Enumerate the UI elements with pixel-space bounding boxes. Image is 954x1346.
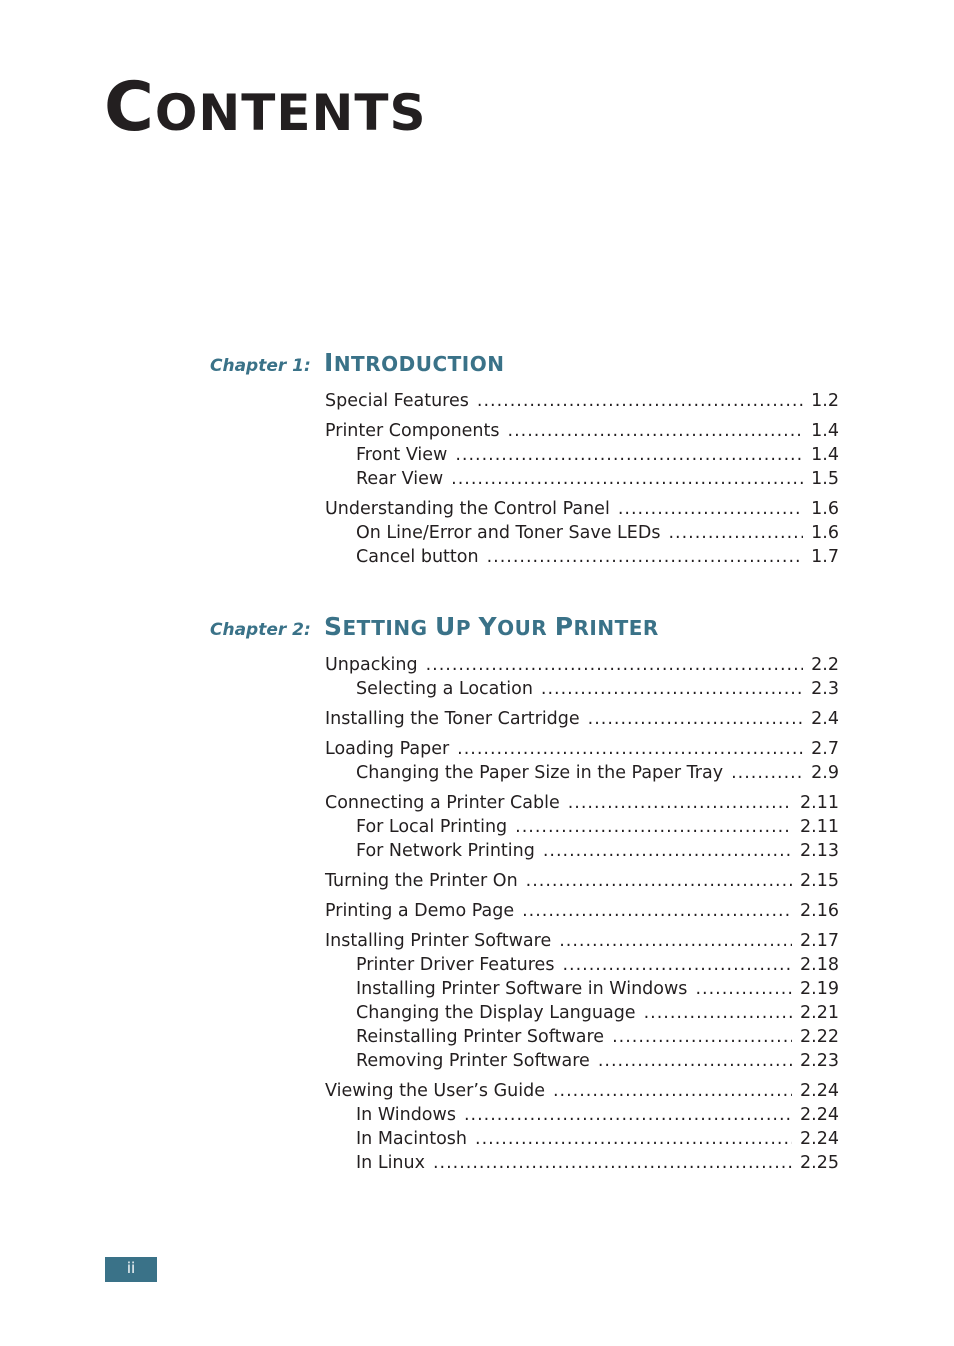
toc-entry-page: 2.3 xyxy=(811,679,839,699)
toc-entry[interactable] xyxy=(325,521,839,545)
toc-entry-title: Cancel button xyxy=(356,547,479,567)
toc-entry-page: 2.11 xyxy=(800,817,839,837)
dot-leader xyxy=(644,1001,792,1025)
toc-entry-title: Printer Components xyxy=(325,421,500,441)
dot-leader xyxy=(477,389,803,413)
toc-entry[interactable] xyxy=(325,1151,839,1175)
toc-entry-page: 2.11 xyxy=(800,793,839,813)
toc-entry-page: 2.19 xyxy=(800,979,839,999)
toc-entry[interactable] xyxy=(325,1127,839,1151)
toc-entry-title: For Local Printing xyxy=(356,817,508,837)
toc-entry-page: 2.25 xyxy=(800,1153,839,1173)
page-title: CONTENTS xyxy=(104,68,427,147)
dot-leader xyxy=(559,929,792,953)
dot-leader xyxy=(562,953,792,977)
dot-leader xyxy=(568,791,792,815)
toc-entry-page: 2.15 xyxy=(800,871,839,891)
dot-leader xyxy=(426,653,804,677)
dot-leader xyxy=(464,1103,792,1127)
toc-entry-page: 2.24 xyxy=(800,1129,839,1149)
toc-entry-page: 1.4 xyxy=(811,445,839,465)
dot-leader xyxy=(553,1079,792,1103)
toc-entry-title: Front View xyxy=(356,445,448,465)
toc-entry-title: Turning the Printer On xyxy=(325,871,518,891)
toc-entry[interactable] xyxy=(325,443,839,467)
toc-entry-page: 2.17 xyxy=(800,931,839,951)
page-number-tab: ii xyxy=(105,1257,157,1282)
chapter-label: Chapter 1: xyxy=(210,356,311,376)
toc-entry-title: Reinstalling Printer Software xyxy=(356,1027,605,1047)
toc-entry-page: 2.24 xyxy=(800,1081,839,1101)
toc-entry-title: In Macintosh xyxy=(356,1129,467,1149)
toc-entry[interactable] xyxy=(325,869,839,893)
toc-entry-page: 2.4 xyxy=(811,709,839,729)
toc-entry-page: 2.16 xyxy=(800,901,839,921)
toc-entry[interactable] xyxy=(325,1025,839,1049)
toc-entry-title: Installing Printer Software in Windows xyxy=(356,979,688,999)
dot-leader xyxy=(695,977,792,1001)
toc-entry[interactable] xyxy=(325,653,839,677)
chapter-title: INTRODUCTION xyxy=(324,348,505,377)
toc-entry[interactable] xyxy=(325,977,839,1001)
toc-entry-title: Understanding the Control Panel xyxy=(325,499,610,519)
toc-entry[interactable] xyxy=(325,839,839,863)
toc-entry-page: 2.13 xyxy=(800,841,839,861)
toc-entry[interactable] xyxy=(325,419,839,443)
dot-leader xyxy=(522,899,792,923)
toc-entry[interactable] xyxy=(325,953,839,977)
toc-entry[interactable] xyxy=(325,389,839,413)
toc-entry[interactable] xyxy=(325,1001,839,1025)
toc-entry[interactable] xyxy=(325,545,839,569)
toc-chapter-1 xyxy=(325,389,839,569)
toc-entry-page: 2.22 xyxy=(800,1027,839,1047)
toc-entry-title: Changing the Paper Size in the Paper Tray xyxy=(356,763,724,783)
toc-entry-page: 2.9 xyxy=(811,763,839,783)
dot-leader xyxy=(526,869,792,893)
toc-entry-title: Connecting a Printer Cable xyxy=(325,793,560,813)
toc-entry-page: 2.23 xyxy=(800,1051,839,1071)
toc-entry-title: Viewing the User’s Guide xyxy=(325,1081,545,1101)
dot-leader xyxy=(508,419,804,443)
dot-leader xyxy=(612,1025,792,1049)
toc-entry[interactable] xyxy=(325,791,839,815)
chapter-title: SETTING UP YOUR PRINTER xyxy=(324,612,659,641)
dot-leader xyxy=(455,443,803,467)
dot-leader xyxy=(475,1127,792,1151)
dot-leader xyxy=(433,1151,792,1175)
toc-entry-page: 2.7 xyxy=(811,739,839,759)
toc-entry-page: 1.6 xyxy=(811,499,839,519)
chapter-label: Chapter 2: xyxy=(210,620,311,640)
dot-leader xyxy=(543,839,792,863)
toc-entry-page: 1.5 xyxy=(811,469,839,489)
toc-entry-page: 2.24 xyxy=(800,1105,839,1125)
toc-entry-title: Installing the Toner Cartridge xyxy=(325,709,580,729)
toc-entry-title: In Windows xyxy=(356,1105,456,1125)
toc-entry-title: Selecting a Location xyxy=(356,679,533,699)
toc-entry[interactable] xyxy=(325,1049,839,1073)
toc-entry-title: Special Features xyxy=(325,391,469,411)
toc-entry-title: Loading Paper xyxy=(325,739,450,759)
toc-entry[interactable] xyxy=(325,467,839,491)
toc-entry[interactable] xyxy=(325,497,839,521)
dot-leader xyxy=(515,815,792,839)
toc-entry-page: 2.21 xyxy=(800,1003,839,1023)
toc-entry-page: 1.7 xyxy=(811,547,839,567)
dot-leader xyxy=(541,677,803,701)
dot-leader xyxy=(451,467,803,491)
toc-entry-title: Changing the Display Language xyxy=(356,1003,636,1023)
toc-entry[interactable] xyxy=(325,677,839,701)
toc-entry-page: 2.18 xyxy=(800,955,839,975)
chapter-heading-1 xyxy=(210,348,504,377)
toc-entry-page: 1.4 xyxy=(811,421,839,441)
toc-entry[interactable] xyxy=(325,761,839,785)
toc-entry-page: 2.2 xyxy=(811,655,839,675)
toc-entry-title: On Line/Error and Toner Save LEDs xyxy=(356,523,661,543)
toc-entry[interactable] xyxy=(325,899,839,923)
toc-chapter-2 xyxy=(325,653,839,1175)
dot-leader xyxy=(487,545,804,569)
dot-leader xyxy=(598,1049,792,1073)
dot-leader xyxy=(588,707,803,731)
toc-entry-title: For Network Printing xyxy=(356,841,535,861)
toc-entry[interactable] xyxy=(325,1103,839,1127)
dot-leader xyxy=(668,521,803,545)
dot-leader xyxy=(618,497,803,521)
chapter-heading-2 xyxy=(210,612,659,641)
dot-leader xyxy=(731,761,803,785)
toc-entry-page: 1.6 xyxy=(811,523,839,543)
toc-entry-page: 1.2 xyxy=(811,391,839,411)
toc-entry[interactable] xyxy=(325,1079,839,1103)
toc-entry-title: Removing Printer Software xyxy=(356,1051,590,1071)
toc-entry-title: Printing a Demo Page xyxy=(325,901,515,921)
toc-entry[interactable] xyxy=(325,929,839,953)
dot-leader xyxy=(457,737,803,761)
toc-entry-title: Rear View xyxy=(356,469,444,489)
toc-entry[interactable] xyxy=(325,815,839,839)
toc-entry[interactable] xyxy=(325,737,839,761)
toc-entry-title: Unpacking xyxy=(325,655,418,675)
toc-entry-title: Printer Driver Features xyxy=(356,955,555,975)
toc-entry-title: In Linux xyxy=(356,1153,425,1173)
toc-entry[interactable] xyxy=(325,707,839,731)
toc-entry-title: Installing Printer Software xyxy=(325,931,552,951)
